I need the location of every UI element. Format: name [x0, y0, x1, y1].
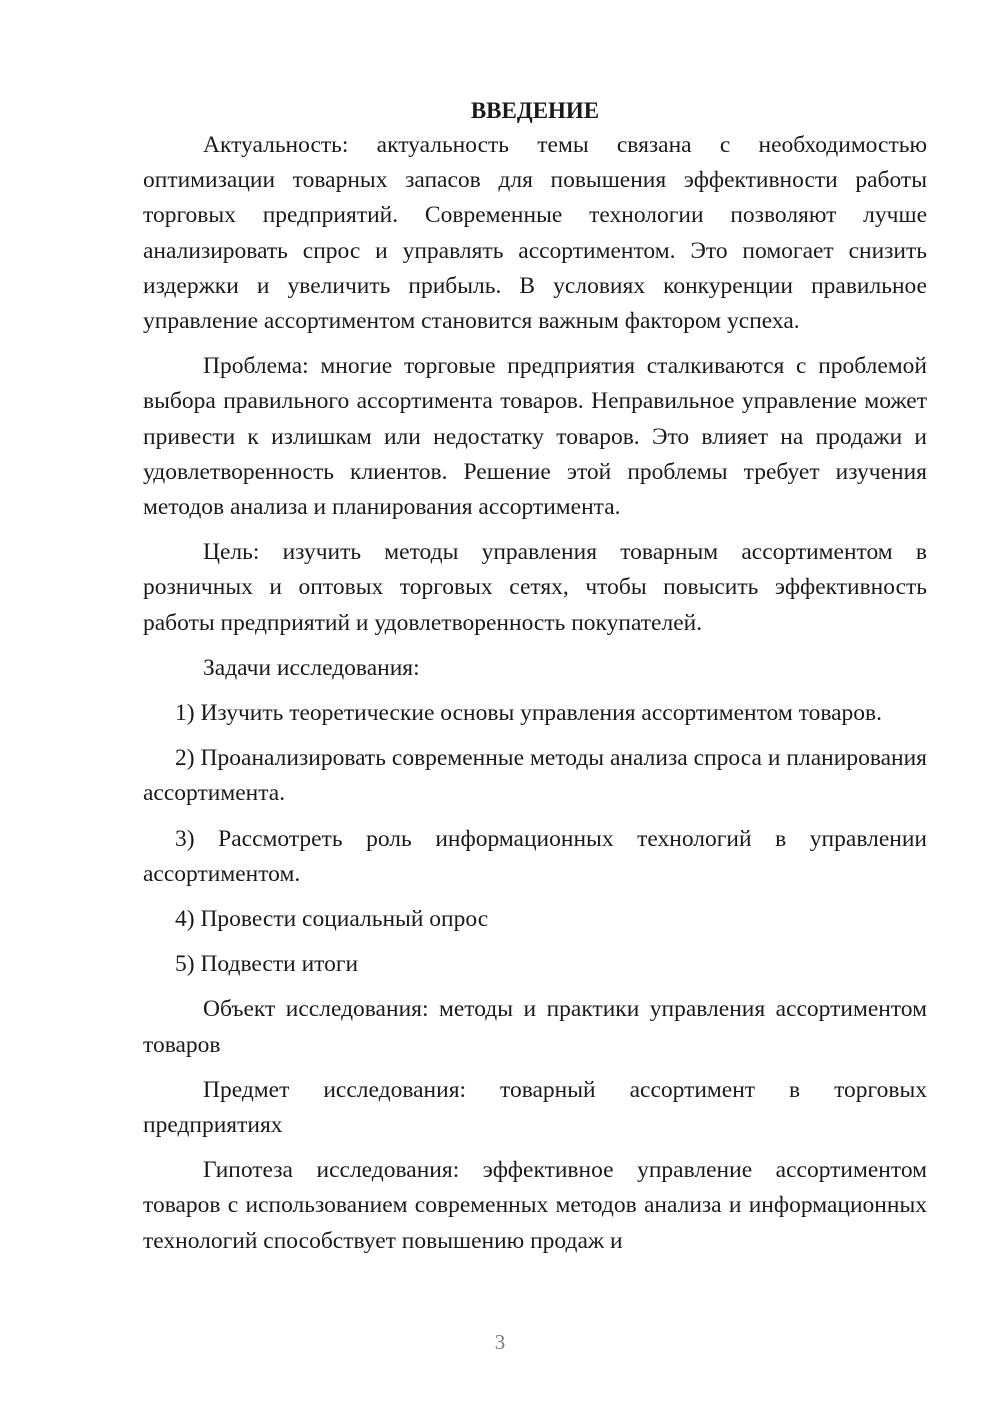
task-item-1: 1) Изучить теоретические основы управления ассортиментом товаров.	[175, 700, 883, 727]
section-title: ВВЕДЕНИЕ	[470, 98, 600, 123]
paragraph-subject: Предмет исследования: товарный ассортимент в торговых предприятиях	[143, 1076, 927, 1139]
task-item-2: 2) Проанализировать современные методы анализа спроса и планирования ассортимента.	[143, 745, 927, 807]
paragraph-relevance: Актуальность: актуальность темы связана с необходимостью оптимизации товарных запасов для повышения эффективности работы торговых предприятий. Современные технологии позволяют лучше анализировать спрос и управлять ассортиментом. Это помогает снизить издержки и увеличить прибыль. В условиях конкуренции правильное управление ассортиментом становится важным фактором успеха.	[143, 132, 927, 335]
paragraph-goal: Цель: изучить методы управления товарным ассортиментом в розничных и оптовых торговых сетях, чтобы повысить эффективность работы предприятий и удовлетворенность покупателей.	[143, 539, 927, 636]
task-item-5: 5) Подвести итоги	[175, 951, 359, 978]
tasks-heading: Задачи исследования:	[203, 654, 420, 681]
paragraph-object: Объект исследования: методы и практики управления ассортиментом товаров	[143, 996, 927, 1058]
paragraph-hypothesis: Гипотеза исследования: эффективное управление ассортиментом товаров с использованием современных методов анализа и информационных технологий способствует повышению продаж и	[143, 1157, 927, 1254]
page-body	[143, 93, 927, 1269]
page-number: 3	[494, 1330, 506, 1354]
task-item-4: 4) Провести социальный опрос	[175, 906, 489, 933]
paragraph-problem: Проблема: многие торговые предприятия сталкиваются с проблемой выбора правильного ассортимента товаров. Неправильное управление может привести к излишкам или недостатку товаров. Это влияет на продажи и удовлетворенность клиентов. Решение этой проблемы требует изучения методов анализа и планирования ассортимента.	[143, 353, 927, 521]
task-item-3: 3) Рассмотреть роль информационных технологий в управлении ассортиментом.	[143, 825, 927, 887]
